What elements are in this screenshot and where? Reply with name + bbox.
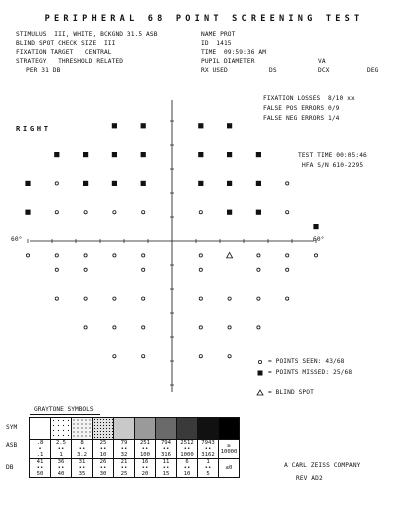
- db-value: 21: [120, 459, 128, 465]
- point-missed-marker: [227, 123, 232, 128]
- asb-value: 100: [139, 452, 151, 458]
- point-seen-marker: [314, 254, 317, 257]
- fixation-losses: FIXATION LOSSES 8/10 xx: [263, 95, 355, 102]
- point-seen-marker: [228, 326, 231, 329]
- asb-row-label: ASB: [6, 442, 18, 449]
- db-value: ••: [36, 465, 44, 471]
- revision-text: REV AD2: [296, 475, 323, 482]
- point-missed-marker: [227, 181, 232, 186]
- point-seen-marker: [228, 355, 231, 358]
- asb-value: ••: [183, 446, 191, 452]
- point-seen-marker: [113, 254, 116, 257]
- asb-value: ••: [141, 446, 149, 452]
- point-seen-marker: [84, 211, 87, 214]
- asb-value: ••: [57, 446, 65, 452]
- graytone-title-rule: [30, 414, 100, 415]
- asb-cell: [135, 440, 156, 459]
- graytone-swatch-cell: [72, 418, 93, 440]
- point-seen-marker: [26, 254, 29, 257]
- asb-value: 79: [120, 440, 128, 446]
- graytone-swatch-cell: [135, 418, 156, 440]
- db-value: ••: [162, 465, 170, 471]
- serial-number: HFA S/N 610-2295: [302, 162, 364, 169]
- graytone-swatch-cell: [93, 418, 114, 440]
- point-missed-marker: [112, 123, 117, 128]
- point-seen-marker: [286, 268, 289, 271]
- db-value: 1: [206, 459, 210, 465]
- graytone-swatch-cell: [219, 418, 240, 440]
- asb-value: ••: [78, 446, 86, 452]
- graytone-swatch-cell: [198, 418, 219, 440]
- point-missed-marker: [256, 181, 261, 186]
- false-pos-errors: FALSE POS ERRORS 0/9: [263, 105, 340, 112]
- point-seen-marker: [286, 297, 289, 300]
- graytone-swatch-cell: [177, 418, 198, 440]
- point-seen-marker: [199, 268, 202, 271]
- false-neg-errors: FALSE NEG ERRORS 1/4: [263, 115, 340, 122]
- graytone-swatch: [177, 418, 197, 439]
- db-value: 35: [78, 471, 86, 477]
- patient-name: NAME PROT: [201, 31, 236, 38]
- db-value: ••: [57, 465, 65, 471]
- asb-value: 251: [139, 440, 151, 446]
- point-seen-marker: [142, 268, 145, 271]
- point-seen-marker: [228, 297, 231, 300]
- point-seen-marker: [257, 326, 260, 329]
- asb-value: 2512: [180, 440, 194, 446]
- graytone-swatch-cell: [30, 418, 51, 440]
- asb-value: ≥: [227, 443, 231, 449]
- eye-label: RIGHT: [16, 124, 51, 133]
- asb-value: 8: [80, 440, 84, 446]
- asb-cell: [177, 440, 198, 459]
- point-seen-marker: [113, 326, 116, 329]
- test-duration: TEST TIME 00:05:46: [298, 152, 367, 159]
- db-value: ••: [78, 465, 86, 471]
- point-missed-marker: [25, 181, 30, 186]
- point-seen-marker: [113, 297, 116, 300]
- asb-value: 2.5: [55, 440, 67, 446]
- point-seen-marker: [55, 211, 58, 214]
- point-seen-marker: [55, 182, 58, 185]
- db-value: ••: [141, 465, 149, 471]
- db-value: 36: [57, 459, 65, 465]
- db-cell: [198, 459, 219, 478]
- db-cell: [114, 459, 135, 478]
- asb-value: .8: [36, 440, 44, 446]
- point-seen-marker: [199, 326, 202, 329]
- asb-cell: [219, 440, 240, 459]
- va-label: VA: [318, 58, 326, 65]
- db-value: 26: [99, 459, 107, 465]
- point-missed-marker: [313, 224, 318, 229]
- patient-id: ID 1415: [201, 40, 232, 47]
- db-value: 11: [162, 459, 170, 465]
- point-missed-marker: [112, 152, 117, 157]
- graytone-swatch-cell: [114, 418, 135, 440]
- point-missed-marker: [227, 210, 232, 215]
- test-clock-time: TIME 09:59:36 AM: [201, 49, 267, 56]
- point-missed-marker: [198, 152, 203, 157]
- point-seen-marker: [113, 355, 116, 358]
- legend-seen-symbol: [258, 360, 261, 363]
- point-seen-marker: [113, 211, 116, 214]
- graytone-swatch-cell: [51, 418, 72, 440]
- legend-blind-spot-symbol: [257, 390, 263, 395]
- point-seen-marker: [142, 326, 145, 329]
- graytone-swatch: [219, 418, 239, 439]
- graytone-symbol-row: [30, 418, 240, 440]
- asb-value: 10000: [220, 449, 238, 455]
- rx-used-label: RX USED: [201, 67, 228, 74]
- asb-value: .1: [36, 452, 44, 458]
- db-value: ••: [204, 465, 212, 471]
- point-seen-marker: [142, 355, 145, 358]
- dcx-label: DCX: [318, 67, 330, 74]
- asb-value: ••: [204, 446, 212, 452]
- asb-value: 7943: [201, 440, 215, 446]
- db-value: ••: [120, 465, 128, 471]
- asb-cell: [93, 440, 114, 459]
- point-missed-marker: [112, 181, 117, 186]
- legend-missed-text: = POINTS MISSED: 25/68: [268, 369, 353, 376]
- db-cell: [93, 459, 114, 478]
- point-missed-marker: [83, 152, 88, 157]
- graytone-swatch: [72, 418, 92, 439]
- asb-value: 794: [160, 440, 172, 446]
- pupil-diameter-label: PUPIL DIAMETER: [201, 58, 255, 65]
- sym-row-label: SYM: [6, 424, 18, 431]
- graytone-swatch: [156, 418, 176, 439]
- graytone-db-row: [30, 459, 240, 478]
- db-value: 40: [57, 471, 65, 477]
- db-cell: [177, 459, 198, 478]
- blind-spot-marker: [227, 252, 233, 258]
- db-value: ••: [99, 465, 107, 471]
- asb-value: 32: [120, 452, 128, 458]
- point-seen-marker: [199, 355, 202, 358]
- point-missed-marker: [198, 181, 203, 186]
- point-missed-marker: [141, 123, 146, 128]
- graytone-swatch: [93, 418, 113, 439]
- point-missed-marker: [256, 210, 261, 215]
- point-seen-marker: [142, 254, 145, 257]
- graytone-swatch: [30, 418, 50, 439]
- per-db-text: PER 31 DB: [26, 67, 61, 74]
- point-seen-marker: [199, 211, 202, 214]
- asb-value: 1000: [180, 452, 194, 458]
- db-cell: [219, 459, 240, 478]
- asb-cell: [156, 440, 177, 459]
- stimulus-text: STIMULUS III, WHITE, BCKGND 31.5 ASB: [16, 31, 158, 38]
- asb-value: ••: [99, 446, 107, 452]
- graytone-swatch: [135, 418, 155, 439]
- point-seen-marker: [84, 254, 87, 257]
- db-value: 10: [183, 471, 191, 477]
- point-missed-marker: [83, 181, 88, 186]
- legend-seen-text: = POINTS SEEN: 43/68: [268, 358, 345, 365]
- point-missed-marker: [227, 152, 232, 157]
- asb-value: 316: [160, 452, 172, 458]
- asb-value: 1: [59, 452, 63, 458]
- asb-value: ••: [120, 446, 128, 452]
- graytone-table: [29, 417, 240, 478]
- db-value: 16: [141, 459, 149, 465]
- db-row-label: DB: [6, 464, 14, 471]
- blind-spot-check-text: BLIND SPOT CHECK SIZE III: [16, 40, 116, 47]
- db-value: ≤0: [225, 465, 233, 471]
- graytone-swatch: [198, 418, 218, 439]
- point-seen-marker: [257, 297, 260, 300]
- asb-cell: [114, 440, 135, 459]
- asb-cell: [51, 440, 72, 459]
- point-seen-marker: [286, 211, 289, 214]
- point-seen-marker: [55, 297, 58, 300]
- graytone-title: GRAYTONE SYMBOLS: [34, 406, 94, 413]
- db-value: 5: [206, 471, 210, 477]
- asb-value: •: [38, 446, 42, 452]
- graytone-asb-row: [30, 440, 240, 459]
- point-seen-marker: [142, 297, 145, 300]
- db-value: 6: [185, 459, 189, 465]
- point-seen-marker: [199, 297, 202, 300]
- asb-value: 10: [99, 452, 107, 458]
- db-cell: [72, 459, 93, 478]
- point-seen-marker: [286, 254, 289, 257]
- asb-value: 25: [99, 440, 107, 446]
- point-seen-marker: [142, 211, 145, 214]
- db-cell: [51, 459, 72, 478]
- db-value: 30: [99, 471, 107, 477]
- point-seen-marker: [55, 254, 58, 257]
- axis-right-label: 60°: [313, 236, 325, 243]
- point-missed-marker: [54, 152, 59, 157]
- point-missed-marker: [25, 210, 30, 215]
- point-missed-marker: [256, 152, 261, 157]
- point-seen-marker: [199, 254, 202, 257]
- db-cell: [135, 459, 156, 478]
- db-value: 25: [120, 471, 128, 477]
- strategy-text: STRATEGY THRESHOLD RELATED: [16, 58, 124, 65]
- db-value: 41: [36, 459, 44, 465]
- point-seen-marker: [84, 297, 87, 300]
- legend-blind-spot-text: = BLIND SPOT: [268, 389, 314, 396]
- point-seen-marker: [257, 268, 260, 271]
- point-seen-marker: [84, 326, 87, 329]
- db-value: 50: [36, 471, 44, 477]
- deg-label: DEG: [367, 67, 379, 74]
- asb-value: 3.2: [76, 452, 88, 458]
- asb-cell: [72, 440, 93, 459]
- asb-value: 3162: [201, 452, 215, 458]
- asb-cell: [30, 440, 51, 459]
- db-value: 20: [141, 471, 149, 477]
- fixation-target-text: FIXATION TARGET CENTRAL: [16, 49, 112, 56]
- db-cell: [156, 459, 177, 478]
- point-seen-marker: [84, 268, 87, 271]
- graytone-swatch-cell: [156, 418, 177, 440]
- asb-value: ••: [162, 446, 170, 452]
- db-cell: [30, 459, 51, 478]
- point-seen-marker: [286, 182, 289, 185]
- report-title: PERIPHERAL 68 POINT SCREENING TEST: [44, 14, 364, 24]
- graytone-swatch: [114, 418, 134, 439]
- ds-label: DS: [269, 67, 277, 74]
- company-text: A CARL ZEISS COMPANY: [284, 462, 361, 469]
- point-missed-marker: [141, 152, 146, 157]
- graytone-swatch: [51, 418, 71, 439]
- point-missed-marker: [198, 123, 203, 128]
- point-missed-marker: [141, 181, 146, 186]
- axis-left-label: 60°: [11, 236, 23, 243]
- point-seen-marker: [55, 268, 58, 271]
- db-value: 31: [78, 459, 86, 465]
- legend-missed-symbol: [258, 371, 263, 376]
- asb-cell: [198, 440, 219, 459]
- db-value: ••: [183, 465, 191, 471]
- db-value: 15: [162, 471, 170, 477]
- point-seen-marker: [257, 254, 260, 257]
